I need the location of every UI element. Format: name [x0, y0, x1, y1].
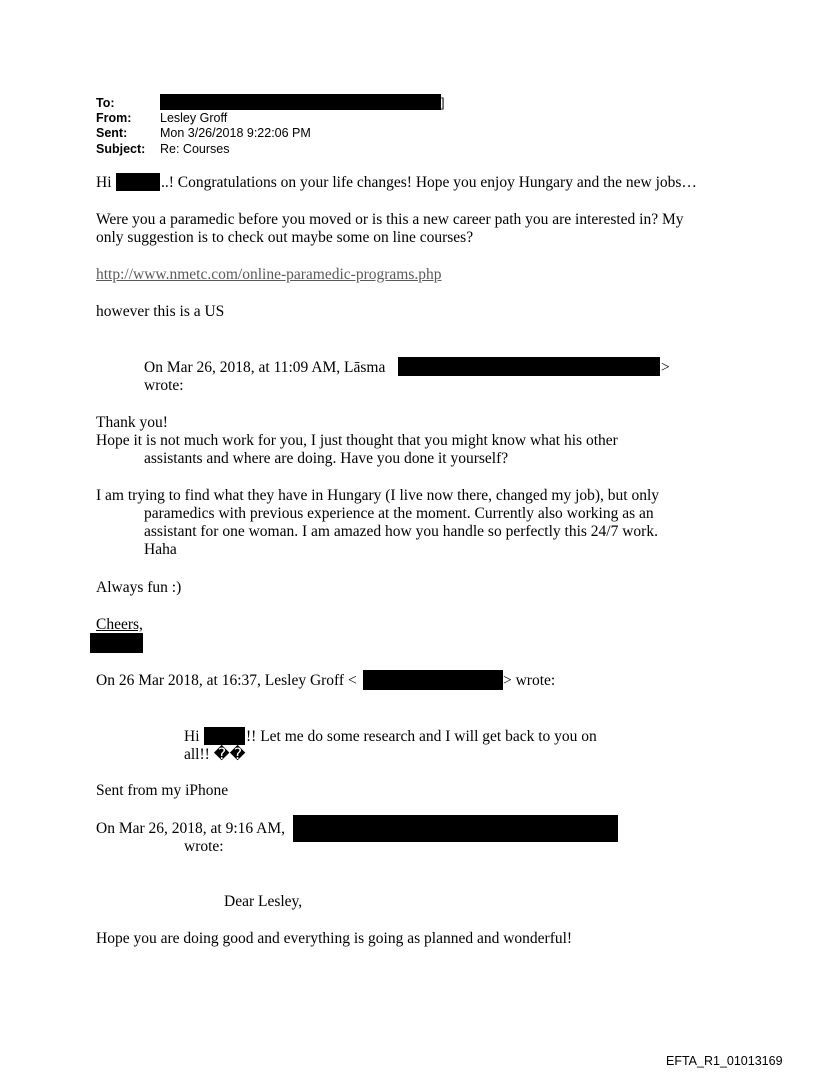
to-label: To: [96, 96, 115, 110]
sent-value: Mon 3/26/2018 9:22:06 PM [160, 126, 311, 140]
sent-label: Sent: [96, 126, 128, 140]
trying-line2: paramedics with previous experience at the moment. Currently also working as an [144, 505, 654, 522]
redaction-email-2 [363, 670, 503, 690]
quote2-start: On 26 Mar 2018, at 16:37, Lesley Groff < [96, 672, 357, 689]
quote3-line2: wrote: [184, 838, 224, 855]
subject-value: Re: Courses [160, 142, 230, 156]
greeting-rest: ..! Congratulations on your life changes! Hope you enjoy Hungary and the new jobs… [161, 174, 697, 191]
quote2-end: > wrote: [503, 672, 556, 689]
however-text: however this is a US [96, 303, 225, 320]
document-id: EFTA_R1_01013169 [666, 1054, 783, 1068]
hi2-rest: !! Let me do some research and I will get back to you on [246, 728, 597, 745]
para2-line2: only suggestion is to check out maybe some on line courses? [96, 229, 474, 246]
to-tail: ] [441, 96, 445, 110]
quote3-line1: On Mar 26, 2018, at 9:16 AM, [96, 820, 286, 837]
redaction-signature [90, 633, 143, 653]
greeting-hi: Hi [96, 174, 112, 191]
para2-line1: Were you a paramedic before you moved or is this a new career path you are interested in? My [96, 211, 684, 228]
trying-line4: Haha [144, 541, 177, 558]
hope-final: Hope you are doing good and everything is going as planned and wonderful! [96, 930, 573, 947]
redaction-sender-3 [293, 815, 618, 842]
redaction-name-2 [204, 727, 245, 745]
cheers-text: Cheers, [96, 616, 143, 633]
trying-line1: I am trying to find what they have in Hungary (I live now there, changed my job), but only [96, 487, 660, 504]
quote1-gt: > [661, 359, 670, 376]
hope-line2: assistants and where are doing. Have you done it yourself? [144, 450, 509, 467]
dear-lesley: Dear Lesley, [224, 893, 303, 910]
quote1-line2: wrote: [144, 377, 184, 394]
subject-label: Subject: [96, 142, 146, 156]
always-text: Always fun :) [96, 579, 182, 596]
redaction-email-1 [398, 357, 660, 376]
from-value: Lesley Groff [160, 111, 228, 125]
quote1-line1: On Mar 26, 2018, at 11:09 AM, Lāsma [144, 359, 386, 376]
hope-line1: Hope it is not much work for you, I just thought that you might know what his other [96, 432, 618, 449]
thanks-text: Thank you! [96, 414, 168, 431]
trying-line3: assistant for one woman. I am amazed how you handle so perfectly this 24/7 work. [144, 523, 658, 540]
hi2-hi: Hi [184, 728, 200, 745]
hi2-line2: all!! �� [184, 746, 246, 763]
paramedic-programs-link[interactable]: http://www.nmetc.com/online-paramedic-programs.php [96, 266, 442, 283]
sent-from-iphone: Sent from my iPhone [96, 782, 229, 799]
redaction-name-1 [116, 173, 160, 191]
redaction-to [160, 94, 441, 110]
from-label: From: [96, 111, 132, 125]
